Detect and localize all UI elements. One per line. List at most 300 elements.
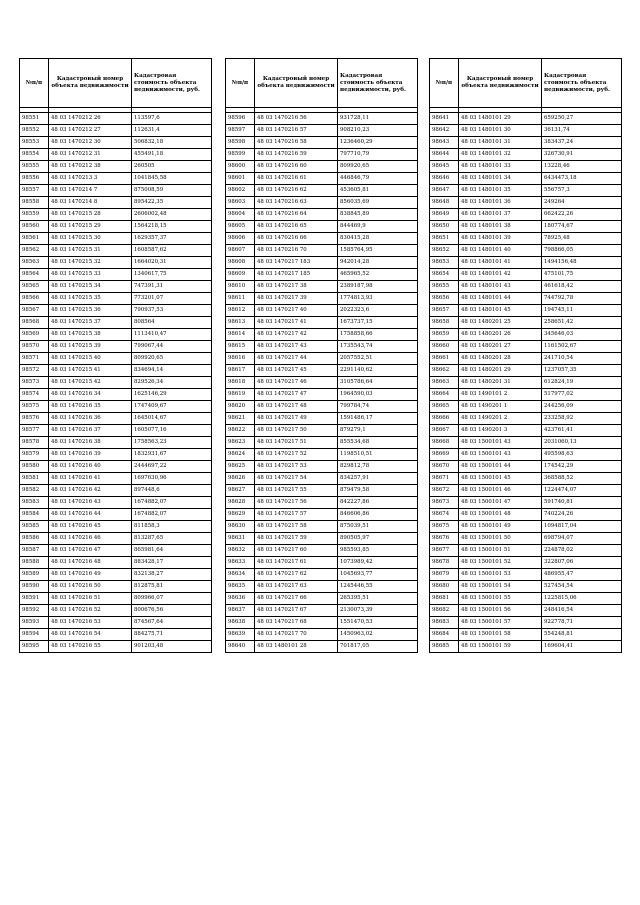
cadastral-value: 698794,07 [542, 533, 622, 545]
cadastral-number: 48 03 1470215 38 [49, 329, 132, 341]
table-row [430, 317, 622, 329]
cadastral-number: 48 03 1470216 35 [49, 401, 132, 413]
cadastral-value: 830415,28 [338, 233, 418, 245]
cadastral-number: 48 03 1500101 59 [459, 641, 542, 653]
table-row [226, 113, 418, 125]
cadastral-value: 461618,42 [542, 281, 622, 293]
table-row [226, 137, 418, 149]
cadastral-value: 1735543,74 [338, 341, 418, 353]
row-number: 98649 [430, 209, 459, 221]
table-row [430, 113, 622, 125]
table-row [430, 293, 622, 305]
table-row [226, 485, 418, 497]
row-number: 98677 [430, 545, 459, 557]
cadastral-value: 1697630,96 [132, 473, 212, 485]
cadastral-number: 48 03 1470216 42 [49, 485, 132, 497]
cadastral-value: 809966,07 [132, 593, 212, 605]
cadastral-number: 48 03 1470216 43 [49, 497, 132, 509]
table-row [226, 269, 418, 281]
cadastral-number: 48 03 1470217 54 [255, 473, 338, 485]
cadastral-value: 879479,58 [338, 485, 418, 497]
cadastral-number: 48 03 1470214 8 [49, 197, 132, 209]
row-number: 98622 [226, 425, 255, 437]
row-number: 98648 [430, 197, 459, 209]
row-number: 98591 [20, 593, 49, 605]
cadastral-number: 48 03 1470217 68 [255, 617, 338, 629]
table-row [430, 629, 622, 641]
cadastral-value: 1585764,95 [338, 245, 418, 257]
cadastral-value: 495598,63 [542, 449, 622, 461]
cadastral-number: 48 03 1470212 31 [49, 149, 132, 161]
table-row [20, 293, 212, 305]
cadastral-value: 883428,17 [132, 557, 212, 569]
table-row [20, 197, 212, 209]
row-number: 98606 [226, 233, 255, 245]
table-row [430, 437, 622, 449]
cadastral-value: 224878,02 [542, 545, 622, 557]
table-row [430, 497, 622, 509]
cadastral-value: 249264 [542, 197, 622, 209]
cadastral-number: 48 03 1470216 37 [49, 425, 132, 437]
cadastral-value: 1045693,77 [338, 569, 418, 581]
row-number: 98660 [430, 341, 459, 353]
cadastral-number: 48 03 1470215 29 [49, 221, 132, 233]
cadastral-number: 48 03 1470216 39 [49, 449, 132, 461]
table-row [20, 161, 212, 173]
table-row [430, 125, 622, 137]
cadastral-value: 506832,18 [132, 137, 212, 149]
table-row [430, 425, 622, 437]
cadastral-value: 855534,68 [338, 437, 418, 449]
table-row [226, 557, 418, 569]
cadastral-number: 48 03 1470217 51 [255, 437, 338, 449]
cadastral-value: 1591486,17 [338, 413, 418, 425]
row-number: 98620 [226, 401, 255, 413]
row-number: 98557 [20, 185, 49, 197]
cadastral-number: 48 03 1470217 57 [255, 509, 338, 521]
table-row [20, 353, 212, 365]
row-number: 98680 [430, 581, 459, 593]
cadastral-value: 1747409,67 [132, 401, 212, 413]
cadastral-value: 1629357,37 [132, 233, 212, 245]
cadastral-value: 423761,41 [542, 425, 622, 437]
row-number: 98637 [226, 605, 255, 617]
table-row [20, 281, 212, 293]
table-row [226, 437, 418, 449]
row-number: 98675 [430, 521, 459, 533]
cadastral-value: 809920,65 [338, 161, 418, 173]
cadastral-number: 48 03 1480201 27 [459, 341, 542, 353]
table-row [226, 317, 418, 329]
cadastral-number: 48 03 1470212 38 [49, 161, 132, 173]
table-row [226, 353, 418, 365]
row-number: 98588 [20, 557, 49, 569]
cadastral-value: 985593,85 [338, 545, 418, 557]
cadastral-number: 48 03 1470216 46 [49, 533, 132, 545]
cadastral-value: 1564218,15 [132, 221, 212, 233]
row-number: 98666 [430, 413, 459, 425]
row-number: 98647 [430, 185, 459, 197]
cadastral-number: 48 03 1480101 30 [459, 125, 542, 137]
cadastral-number: 48 03 1470216 49 [49, 569, 132, 581]
row-number: 98602 [226, 185, 255, 197]
row-number: 98577 [20, 425, 49, 437]
row-number: 98582 [20, 485, 49, 497]
table-row [20, 125, 212, 137]
table-row [226, 173, 418, 185]
table-row [430, 449, 622, 461]
table-row [226, 473, 418, 485]
row-number: 98603 [226, 197, 255, 209]
cadastral-number: 48 03 1470217 47 [255, 389, 338, 401]
row-number: 98623 [226, 437, 255, 449]
table-row [20, 449, 212, 461]
cadastral-number: 48 03 1480101 43 [459, 281, 542, 293]
table-row [20, 605, 212, 617]
table-row [226, 533, 418, 545]
cadastral-number: 48 03 1490201 1 [459, 401, 542, 413]
cadastral-value: 808564 [132, 317, 212, 329]
header-cad-number: Кадастровый номер объекта недвижимости [459, 59, 542, 108]
cadastral-value: 556757,3 [542, 185, 622, 197]
cadastral-number: 48 03 1470217 43 [255, 341, 338, 353]
row-number: 98631 [226, 533, 255, 545]
table-row [430, 341, 622, 353]
row-number: 98555 [20, 161, 49, 173]
cadastral-value: 865981,64 [132, 545, 212, 557]
cadastral-value: 453605,81 [338, 185, 418, 197]
cadastral-number: 48 03 1500101 44 [459, 461, 542, 473]
row-number: 98614 [226, 329, 255, 341]
cadastral-number: 48 03 1470217 63 [255, 581, 338, 593]
table-row [226, 161, 418, 173]
row-number: 98621 [226, 413, 255, 425]
cadastral-number: 48 03 1500101 56 [459, 605, 542, 617]
cadastral-number: 48 03 1470216 40 [49, 461, 132, 473]
header-cad-number: Кадастровый номер объекта недвижимости [49, 59, 132, 108]
cadastral-value: 1161502,67 [542, 341, 622, 353]
cadastral-number: 48 03 1470215 33 [49, 269, 132, 281]
table-row [226, 185, 418, 197]
table-row [430, 149, 622, 161]
cadastral-number: 48 03 1470216 38 [49, 437, 132, 449]
cadastral-number: 48 03 1470217 42 [255, 329, 338, 341]
cadastral-value: 908210,23 [338, 125, 418, 137]
row-number: 98654 [430, 269, 459, 281]
cadastral-number: 48 03 1470215 42 [49, 377, 132, 389]
row-number: 98553 [20, 137, 49, 149]
row-number: 98576 [20, 413, 49, 425]
cadastral-value: 1450963,02 [338, 629, 418, 641]
table-row [226, 365, 418, 377]
cadastral-number: 48 03 1470216 45 [49, 521, 132, 533]
cadastral-value: 554248,81 [542, 629, 622, 641]
row-number: 98551 [20, 113, 49, 125]
table-row [430, 473, 622, 485]
table-row [226, 593, 418, 605]
cadastral-value: 244256,09 [542, 401, 622, 413]
row-number: 98634 [226, 569, 255, 581]
cadastral-value: 1041845,58 [132, 173, 212, 185]
row-number: 98625 [226, 461, 255, 473]
cadastral-value: 879279,1 [338, 425, 418, 437]
cadastral-value: 180774,67 [542, 221, 622, 233]
table-row [430, 617, 622, 629]
cadastral-number: 48 03 1470217 48 [255, 401, 338, 413]
cadastral-number: 48 03 1480101 32 [459, 149, 542, 161]
row-number: 98567 [20, 305, 49, 317]
row-number: 98671 [430, 473, 459, 485]
cadastral-value: 744792,78 [542, 293, 622, 305]
row-number: 98630 [226, 521, 255, 533]
cadastral-number: 48 03 1470216 44 [49, 509, 132, 521]
row-number: 98659 [430, 329, 459, 341]
cadastral-value: 773201,07 [132, 293, 212, 305]
cadastral-number: 48 03 1470215 41 [49, 365, 132, 377]
table-row [430, 269, 622, 281]
row-number: 98635 [226, 581, 255, 593]
cadastral-number: 48 03 1470212 30 [49, 137, 132, 149]
table-row [226, 617, 418, 629]
cadastral-value: 1237057,35 [542, 365, 622, 377]
cadastral-number: 48 03 1470216 62 [255, 185, 338, 197]
row-number: 98560 [20, 221, 49, 233]
cadastral-number: 48 03 1470213 3 [49, 173, 132, 185]
cadastral-number: 48 03 1480101 38 [459, 221, 542, 233]
cadastral-value: 942014,28 [338, 257, 418, 269]
table-row [20, 113, 212, 125]
cadastral-number: 48 03 1470217 59 [255, 533, 338, 545]
row-number: 98598 [226, 137, 255, 149]
row-number: 98607 [226, 245, 255, 257]
cadastral-number: 48 03 1480201 31 [459, 377, 542, 389]
cadastral-value: 1673737,15 [338, 317, 418, 329]
table-row [430, 413, 622, 425]
header-cad-value: Кадастровая стоимость объекта недвижимости, руб. [542, 59, 622, 108]
cadastral-value: 248416,54 [542, 605, 622, 617]
row-number: 98618 [226, 377, 255, 389]
table-row [226, 257, 418, 269]
table-row [430, 329, 622, 341]
cadastral-number: 48 03 1470215 35 [49, 293, 132, 305]
cadastral-number: 48 03 1470216 63 [255, 197, 338, 209]
table-row [20, 341, 212, 353]
cadastral-value: 241710,54 [542, 353, 622, 365]
table-row [226, 341, 418, 353]
cadastral-value: 1605077,16 [132, 425, 212, 437]
cadastral-value: 1758858,66 [338, 329, 418, 341]
cadastral-number: 48 03 1470217 56 [255, 497, 338, 509]
cadastral-number: 48 03 1500101 46 [459, 485, 542, 497]
cadastral-value: 662422,26 [542, 209, 622, 221]
cadastral-number: 48 03 1500101 51 [459, 545, 542, 557]
cadastral-number: 48 03 1470215 39 [49, 341, 132, 353]
row-number: 98645 [430, 161, 459, 173]
header-cad-number: Кадастровый номер объекта недвижимости [255, 59, 338, 108]
cadastral-value: 799067,44 [132, 341, 212, 353]
row-number: 98673 [430, 497, 459, 509]
row-number: 98627 [226, 485, 255, 497]
row-number: 98573 [20, 377, 49, 389]
cadastral-number: 48 03 1470216 41 [49, 473, 132, 485]
cadastral-number: 48 03 1480101 45 [459, 305, 542, 317]
cadastral-number: 48 03 1470217 55 [255, 485, 338, 497]
row-number: 98650 [430, 221, 459, 233]
row-number: 98636 [226, 593, 255, 605]
table-row [430, 173, 622, 185]
cadastral-number: 48 03 1480101 42 [459, 269, 542, 281]
row-number: 98558 [20, 197, 49, 209]
cadastral-number: 48 03 1480101 37 [459, 209, 542, 221]
row-number: 98605 [226, 221, 255, 233]
table-row [226, 425, 418, 437]
cadastral-value: 612824,19 [542, 377, 622, 389]
header-cad-value: Кадастровая стоимость объекта недвижимости, руб. [338, 59, 418, 108]
row-number: 98592 [20, 605, 49, 617]
row-number: 98633 [226, 557, 255, 569]
cadastral-number: 48 03 1470216 51 [49, 593, 132, 605]
table-row [430, 521, 622, 533]
table-row [226, 149, 418, 161]
table-row [20, 209, 212, 221]
cadastral-value: 1674882,07 [132, 497, 212, 509]
table-row [20, 257, 212, 269]
row-number: 98616 [226, 353, 255, 365]
cadastral-number: 48 03 1480101 29 [459, 113, 542, 125]
cadastral-value: 931728,11 [338, 113, 418, 125]
cadastral-value: 875008,59 [132, 185, 212, 197]
table-row [226, 581, 418, 593]
cadastral-number: 48 03 1470217 66 [255, 593, 338, 605]
row-number: 98619 [226, 389, 255, 401]
cadastral-number: 48 03 1470216 48 [49, 557, 132, 569]
cadastral-value: 322807,06 [542, 557, 622, 569]
row-number: 98586 [20, 533, 49, 545]
cadastral-value: 258651,42 [542, 317, 622, 329]
cadastral-value: 1551470,53 [338, 617, 418, 629]
header-num: №п/п [430, 59, 459, 108]
cadastral-value: 874567,64 [132, 617, 212, 629]
table-row [226, 569, 418, 581]
row-number: 98658 [430, 317, 459, 329]
table-row [20, 545, 212, 557]
cadastral-value: 799784,74 [338, 401, 418, 413]
cadastral-number: 48 03 1470216 60 [255, 161, 338, 173]
row-number: 98581 [20, 473, 49, 485]
row-number: 98578 [20, 437, 49, 449]
cadastral-number: 48 03 1470217 185 [255, 269, 338, 281]
row-number: 98653 [430, 257, 459, 269]
cadastral-number: 48 03 1470217 183 [255, 257, 338, 269]
cadastral-number: 48 03 1470216 66 [255, 233, 338, 245]
cadastral-value: 842227,86 [338, 497, 418, 509]
cadastral-number: 48 03 1470217 39 [255, 293, 338, 305]
cadastral-number: 48 03 1470215 28 [49, 209, 132, 221]
table-row [430, 545, 622, 557]
cadastral-value: 790937,53 [132, 305, 212, 317]
table-row [226, 329, 418, 341]
row-number: 98562 [20, 245, 49, 257]
cadastral-number: 48 03 1480101 33 [459, 161, 542, 173]
cadastral-number: 48 03 1470217 62 [255, 569, 338, 581]
row-number: 98626 [226, 473, 255, 485]
cadastral-value: 747391,31 [132, 281, 212, 293]
cadastral-value: 1774813,93 [338, 293, 418, 305]
cadastral-value: 486955,47 [542, 569, 622, 581]
row-number: 98561 [20, 233, 49, 245]
table-row [226, 629, 418, 641]
cadastral-value: 265395,51 [338, 593, 418, 605]
row-number: 98643 [430, 137, 459, 149]
cadastral-value: 13228,46 [542, 161, 622, 173]
cadastral-number: 48 03 1470217 53 [255, 461, 338, 473]
row-number: 98679 [430, 569, 459, 581]
table-row [430, 509, 622, 521]
cadastral-number: 48 03 1470216 47 [49, 545, 132, 557]
row-number: 98559 [20, 209, 49, 221]
table-row [430, 485, 622, 497]
table-row [20, 497, 212, 509]
row-number: 98569 [20, 329, 49, 341]
table-row [226, 401, 418, 413]
cadastral-number: 48 03 1470215 34 [49, 281, 132, 293]
cadastral-number: 48 03 1470217 61 [255, 557, 338, 569]
cadastral-number: 48 03 1500101 54 [459, 581, 542, 593]
cadastral-number: 48 03 1470216 58 [255, 137, 338, 149]
table-row [20, 305, 212, 317]
table-row [226, 545, 418, 557]
cadastral-number: 48 03 1470215 32 [49, 257, 132, 269]
header-num: №п/п [20, 59, 49, 108]
cadastral-number: 48 03 1500101 43 [459, 437, 542, 449]
cadastral-number: 48 03 1470216 57 [255, 125, 338, 137]
table-row [20, 401, 212, 413]
row-number: 98580 [20, 461, 49, 473]
cadastral-value: 1964590,03 [338, 389, 418, 401]
cadastral-number: 48 03 1470217 49 [255, 413, 338, 425]
row-number: 98595 [20, 641, 49, 653]
table-row [20, 521, 212, 533]
cadastral-value: 1245446,55 [338, 581, 418, 593]
row-number: 98554 [20, 149, 49, 161]
row-number: 98611 [226, 293, 255, 305]
cadastral-value: 591740,81 [542, 497, 622, 509]
cadastral-number: 48 03 1470216 55 [49, 641, 132, 653]
row-number: 98556 [20, 173, 49, 185]
table-row [20, 149, 212, 161]
row-number: 98585 [20, 521, 49, 533]
table-row [430, 245, 622, 257]
table-row [20, 641, 212, 653]
cadastral-number: 48 03 1480101 31 [459, 137, 542, 149]
row-number: 98615 [226, 341, 255, 353]
cadastral-value: 174542,29 [542, 461, 622, 473]
cadastral-value: 3105786,64 [338, 377, 418, 389]
cadastral-value: 2291140,62 [338, 365, 418, 377]
table-row [430, 569, 622, 581]
cadastral-value: 169604,41 [542, 641, 622, 653]
cadastral-value: 740224,26 [542, 509, 622, 521]
table-row [20, 365, 212, 377]
table-row [226, 461, 418, 473]
table-row [430, 461, 622, 473]
cadastral-number: 48 03 1470216 52 [49, 605, 132, 617]
cadastral-value: 1645014,67 [132, 413, 212, 425]
cadastral-value: 2057552,51 [338, 353, 418, 365]
cadastral-number: 48 03 1480101 35 [459, 185, 542, 197]
row-number: 98596 [226, 113, 255, 125]
cadastral-number: 48 03 1480101 34 [459, 173, 542, 185]
